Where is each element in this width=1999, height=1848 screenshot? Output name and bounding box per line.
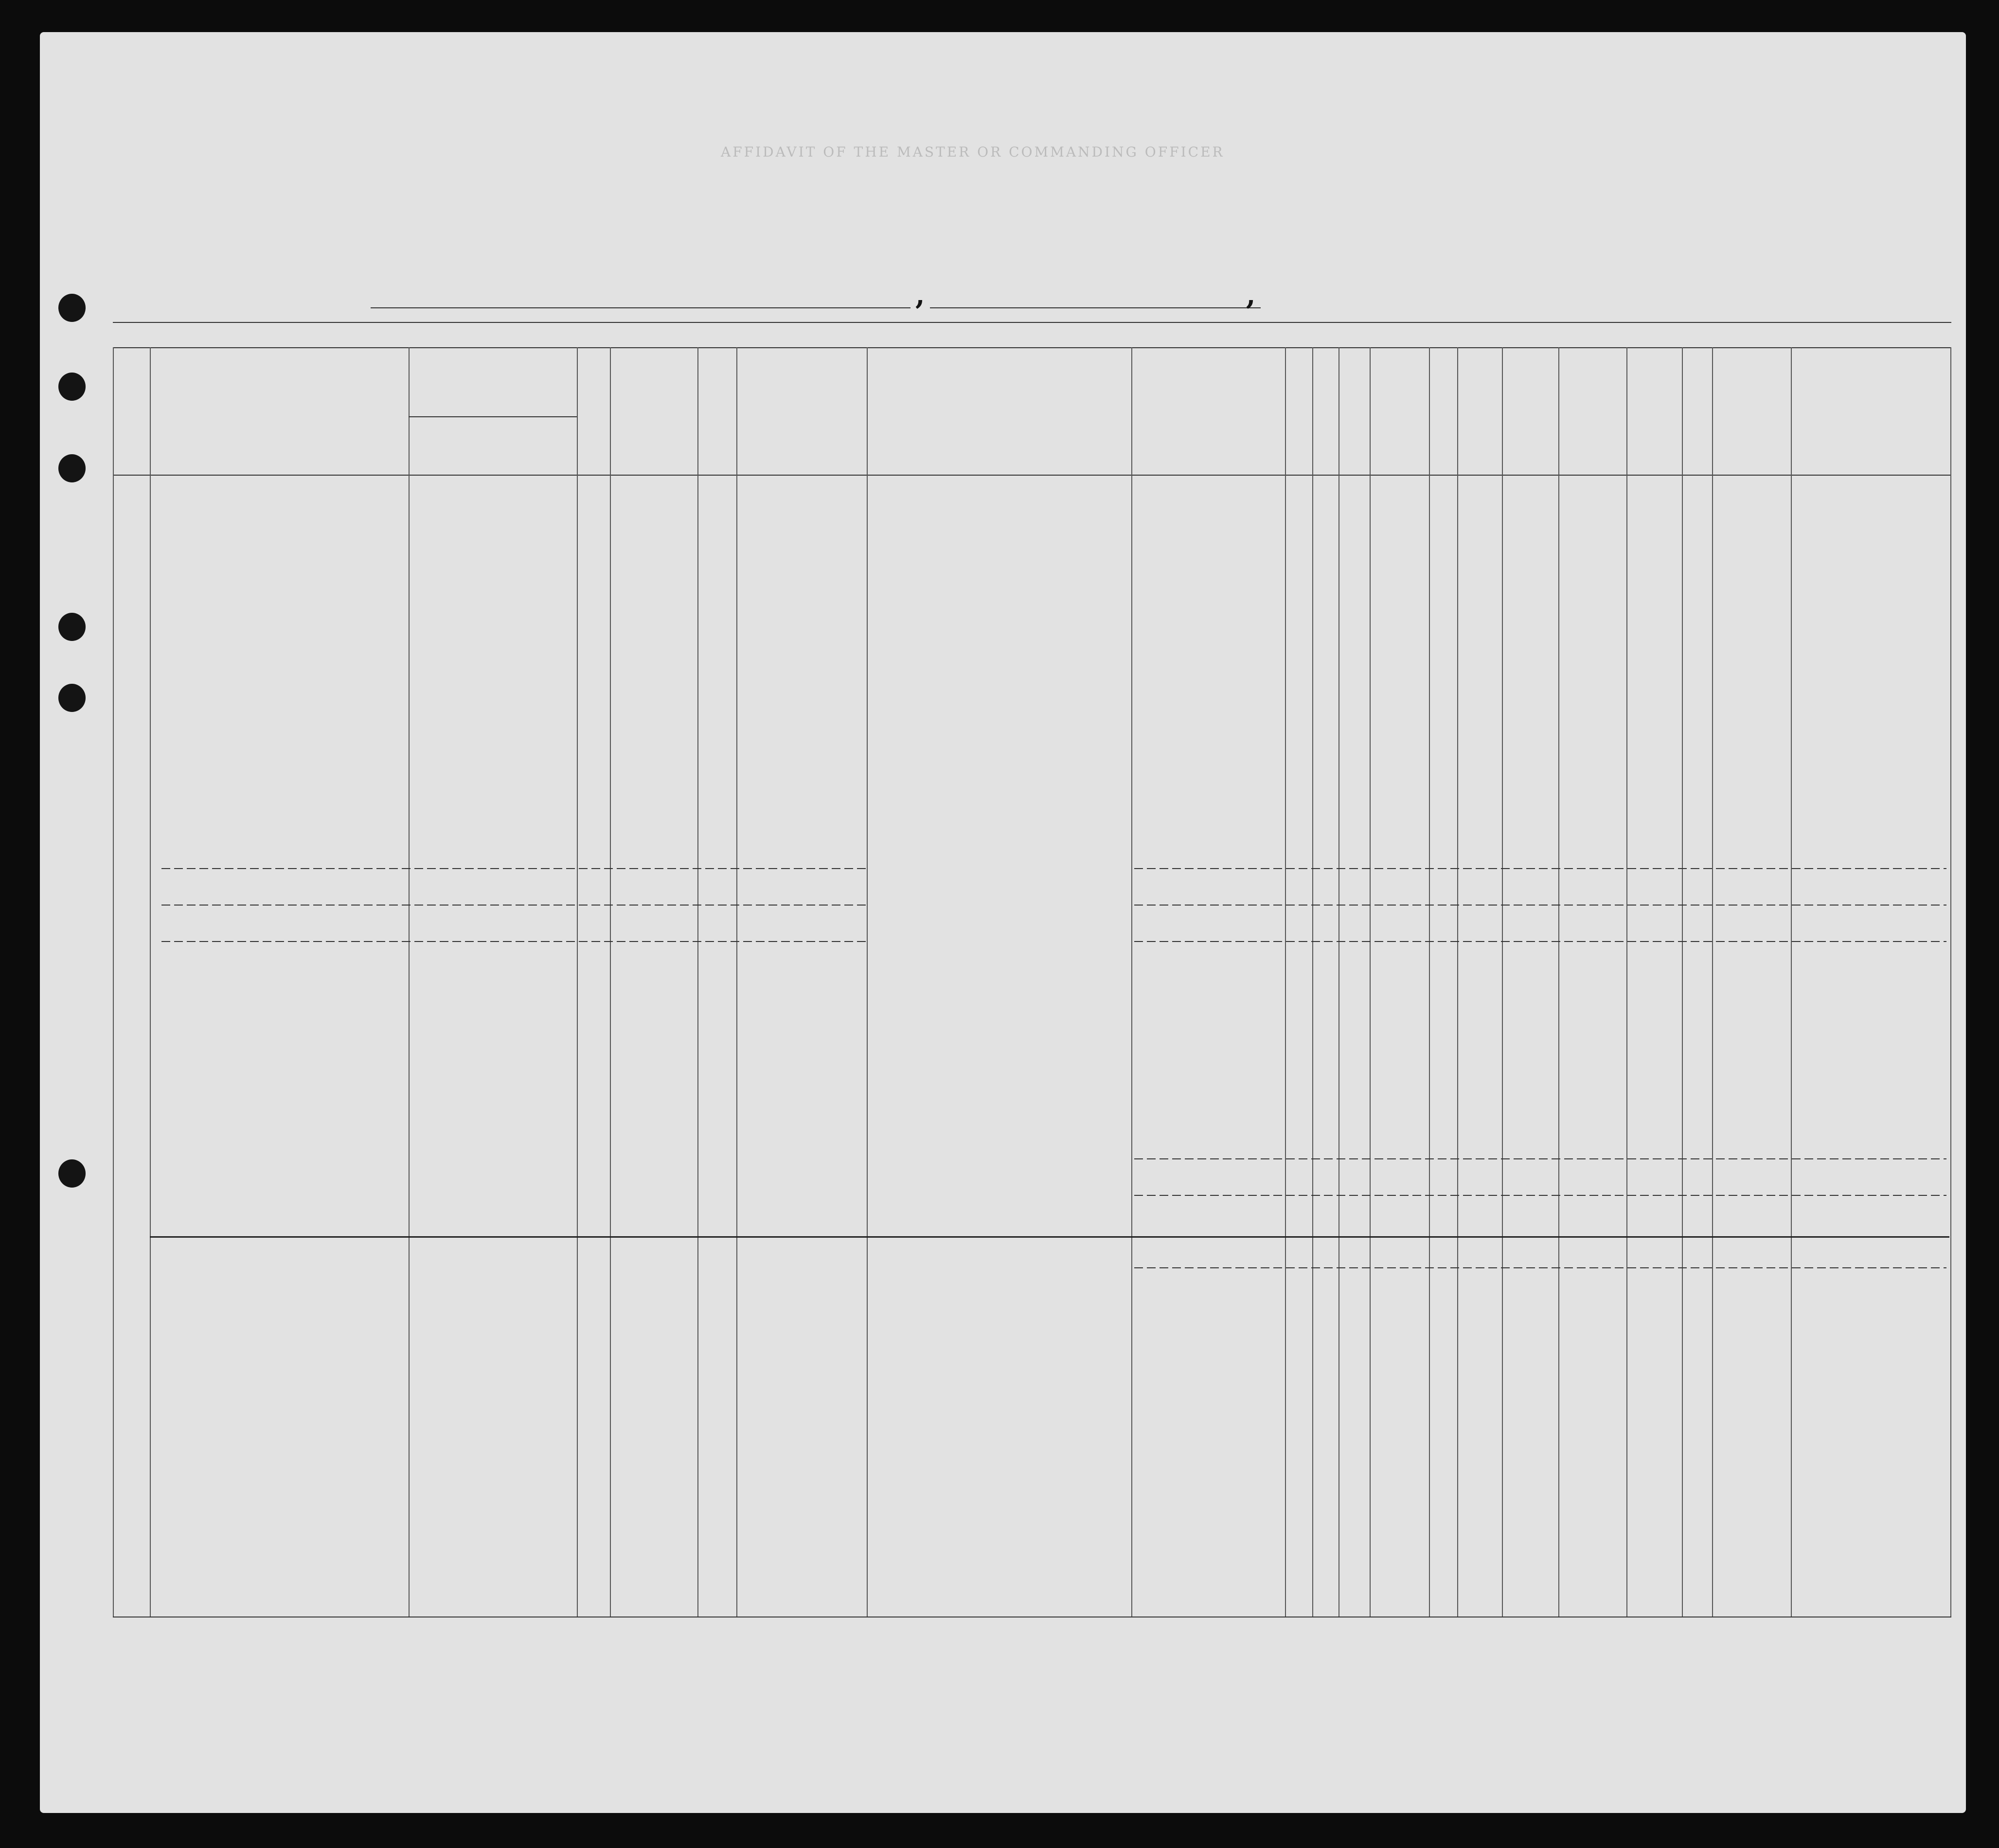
table-row xyxy=(40,1212,1966,1248)
table-row xyxy=(40,705,1966,741)
table-row xyxy=(40,1176,1966,1212)
dashed-blank-line xyxy=(161,868,867,869)
table-row xyxy=(40,814,1966,850)
table-row xyxy=(40,995,1966,1031)
dashed-blank-line xyxy=(1134,1267,1946,1268)
table-row xyxy=(40,886,1966,922)
dashed-blank-line xyxy=(1134,868,1946,869)
dashed-blank-line xyxy=(1134,941,1946,942)
faint-bleed-text: AFFIDAVIT OF THE MASTER OR COMMANDING OFFICER xyxy=(721,144,1225,160)
table-row xyxy=(40,1539,1966,1575)
column-numbers xyxy=(40,323,1966,345)
header-bottom-rule xyxy=(113,475,1951,476)
table-row xyxy=(40,1067,1966,1103)
comma: , xyxy=(915,279,925,311)
dashed-blank-line xyxy=(161,941,867,942)
table-row xyxy=(40,1140,1966,1176)
table-row xyxy=(40,850,1966,886)
table-row xyxy=(40,1394,1966,1430)
punch-hole xyxy=(58,454,86,482)
punch-hole xyxy=(58,294,86,322)
date-underline xyxy=(930,307,1261,308)
table-row xyxy=(40,668,1966,704)
table-row xyxy=(40,523,1966,559)
dashed-blank-line xyxy=(1134,1158,1946,1159)
table-row xyxy=(40,741,1966,777)
table-row xyxy=(40,777,1966,813)
table-row xyxy=(40,1430,1966,1466)
table-row xyxy=(40,959,1966,995)
table-row xyxy=(40,1031,1966,1067)
table-row xyxy=(40,1104,1966,1140)
table-row xyxy=(40,1358,1966,1394)
dashed-blank-line xyxy=(1134,905,1946,906)
table-row xyxy=(40,1249,1966,1285)
table-row xyxy=(40,1285,1966,1321)
strike-through-row-21 xyxy=(150,1236,1949,1238)
dashed-blank-line xyxy=(161,905,867,906)
header-sub-rule xyxy=(409,416,577,417)
table-row xyxy=(40,596,1966,632)
table-row xyxy=(40,1467,1966,1503)
table-row xyxy=(40,923,1966,959)
port-underline xyxy=(371,307,910,308)
table-row xyxy=(40,1575,1966,1611)
dashed-blank-line xyxy=(1134,1195,1946,1196)
table-row xyxy=(40,560,1966,596)
punch-hole xyxy=(58,373,86,401)
header-top-rule xyxy=(113,347,1951,348)
table-row xyxy=(40,1321,1966,1357)
table-row xyxy=(40,1503,1966,1539)
table-row xyxy=(40,632,1966,668)
manifest-sheet xyxy=(40,32,1966,1813)
comma: , xyxy=(1246,279,1256,311)
